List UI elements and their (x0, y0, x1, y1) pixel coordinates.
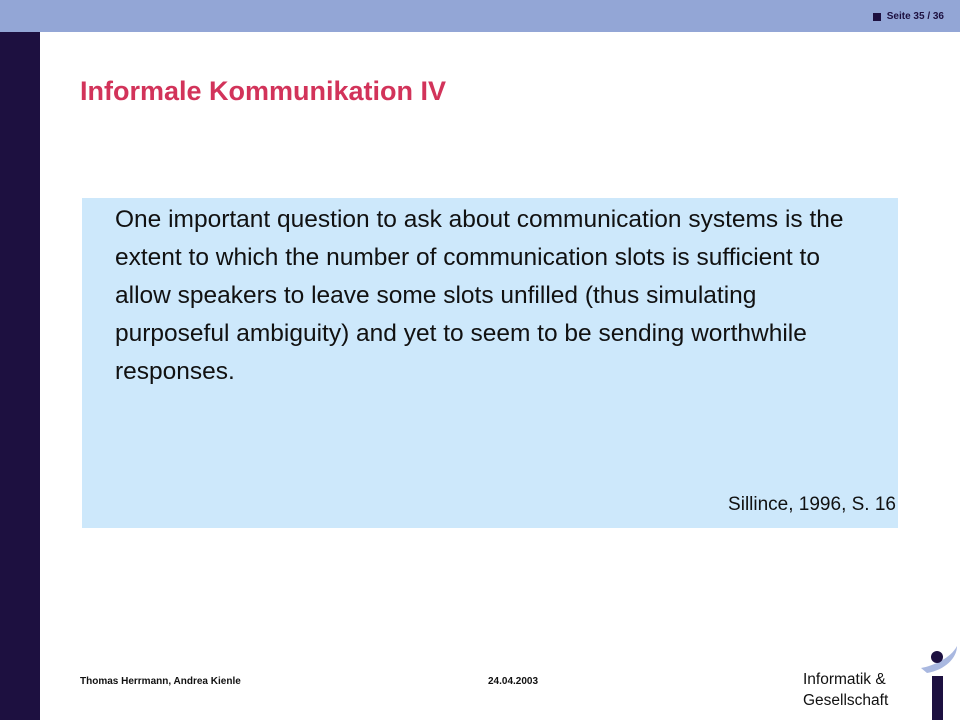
quote-text: One important question to ask about communication systems is the extent to which the number of communication slots is sufficient to allow speakers to leave some slots unfilled (thus simulating purposeful ambiguity) and yet to seem to be sending worthwhile responses. (115, 206, 844, 385)
informatik-gesellschaft-i-logo-icon (905, 640, 960, 720)
footer-date: 24.04.2003 (488, 676, 539, 687)
top-bar (0, 0, 960, 32)
footer-org-line2: Gesellschaft (803, 692, 889, 709)
page-square-icon (873, 13, 881, 21)
quote-box (82, 198, 898, 528)
page-number-text: Seite 35 / 36 (886, 11, 944, 22)
page-indicator (873, 11, 944, 22)
quote-source: Sillince, 1996, S. 16 (728, 494, 896, 515)
slide-title: Informale Kommunikation IV (80, 76, 447, 106)
footer-organization (803, 669, 888, 711)
logo-dot (931, 651, 943, 663)
footer-org-line1: Informatik & (803, 671, 886, 688)
logo-stem (932, 676, 943, 720)
footer-authors: Thomas Herrmann, Andrea Kienle (80, 676, 241, 687)
left-sidebar-bar (0, 32, 40, 720)
